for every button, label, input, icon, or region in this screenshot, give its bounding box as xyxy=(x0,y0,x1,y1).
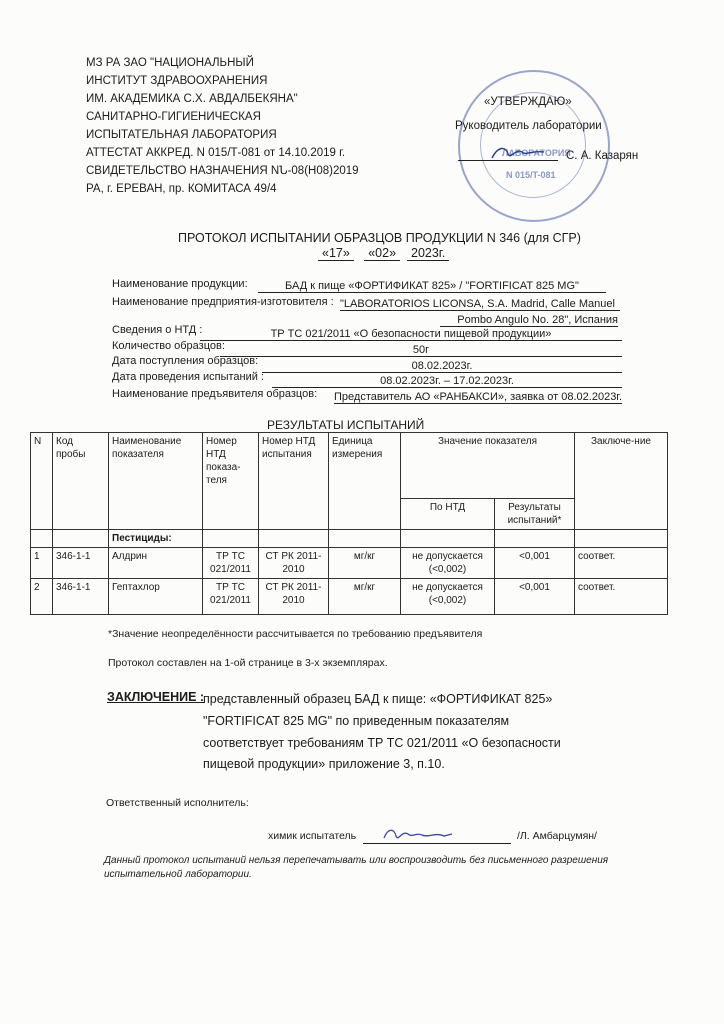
table-header-row xyxy=(31,433,668,499)
maker-value-line1: "LABORATORIOS LICONSA, S.A. Madrid, Calle Manuel xyxy=(340,298,620,311)
header-unit: Единица измерения xyxy=(329,433,401,530)
protocol-year: 2023г. xyxy=(407,246,449,261)
cell-ntd-indicator: ТР ТС 021/2011 xyxy=(203,548,259,579)
cell-conclusion: соответ. xyxy=(575,579,668,615)
stamp-number: N 015/T-081 xyxy=(506,170,556,180)
signer-name: /Л. Амбарцумян/ xyxy=(517,830,597,842)
cell-n: 1 xyxy=(31,548,53,579)
group-label: Пестициды: xyxy=(109,530,203,548)
applicant-label: Наименование предъявителя образцов: xyxy=(112,388,318,400)
cell-ntd-indicator: ТР ТС 021/2011 xyxy=(203,579,259,615)
qty-label: Количество образцов: xyxy=(112,340,225,352)
cell-name: Алдрин xyxy=(109,548,203,579)
institution-line: МЗ РА ЗАО "НАЦИОНАЛЬНЫЙ xyxy=(86,57,254,69)
ntd-label: Сведения о НТД : xyxy=(112,324,203,336)
header-conclusion: Заключе-ние xyxy=(575,433,668,530)
cell-ntd-test: СТ РК 2011-2010 xyxy=(259,548,329,579)
stamp-word: ЛАБОРАТОРИЯ xyxy=(502,148,571,158)
conclusion-line2: "FORTIFICAT 825 MG" по приведенным показателям xyxy=(203,714,510,728)
qty-value: 50г xyxy=(220,344,622,357)
cell-by-ntd: не допускается (<0,002) xyxy=(401,579,495,615)
header-value: Значение показателя xyxy=(401,433,575,499)
header-n: N xyxy=(31,433,53,530)
ntd-value: ТР ТС 021/2011 «О безопасности пищевой продукции» xyxy=(200,328,622,341)
protocol-title: ПРОТОКОЛ ИСПЫТАНИИ ОБРАЗЦОВ ПРОДУКЦИИ N 346 (для СГР) xyxy=(178,231,581,245)
institution-header xyxy=(86,54,359,198)
institution-line: ИНСТИТУТ ЗДРАВООХРАНЕНИЯ xyxy=(86,75,268,87)
table-row xyxy=(31,548,668,579)
disclaimer-line1: Данный протокол испытаний нельзя перепечатывать или воспроизводить без письменного разрешения xyxy=(104,855,609,866)
uncertainty-note: *Значение неопределённости рассчитывается по требованию предъявителя xyxy=(108,628,483,640)
conclusion-label: ЗАКЛЮЧЕНИЕ : xyxy=(107,690,205,704)
product-value: БАД к пище «ФОРТИФИКАТ 825» / "FORTIFICAT 825 MG" xyxy=(258,280,606,293)
results-heading: РЕЗУЛЬТАТЫ ИСПЫТАНИЙ xyxy=(267,418,425,432)
cell-unit: мг/кг xyxy=(329,579,401,615)
institution-line: АТТЕСТАТ АККРЕД. N 015/Т-081 от 14.10.2019 г. xyxy=(86,147,346,159)
header-ntd-test: Номер НТД испытания xyxy=(259,433,329,530)
approval-signature xyxy=(488,140,548,164)
cell-code: 346-1-1 xyxy=(53,548,109,579)
received-label: Дата поступления образцов: xyxy=(112,355,259,367)
protocol-date xyxy=(318,246,449,261)
maker-value-line2: Pombo Angulo No. 28", Испания xyxy=(440,314,618,327)
disclaimer-line2: испытательной лаборатории. xyxy=(104,869,252,880)
institution-line: ИСПЫТАТЕЛЬНАЯ ЛАБОРАТОРИЯ xyxy=(86,129,277,141)
approval-role: Руководитель лаборатории xyxy=(455,120,602,132)
received-value: 08.02.2023г. xyxy=(262,360,622,373)
header-ntd-indicator: Номер НТД показа-теля xyxy=(203,433,259,530)
cell-ntd-test: СТ РК 2011-2010 xyxy=(259,579,329,615)
institution-line: РА, г. ЕРЕВАН, пр. КОМИТАСА 49/4 xyxy=(86,183,277,195)
table-row xyxy=(31,579,668,615)
cell-unit: мг/кг xyxy=(329,548,401,579)
signer-signature xyxy=(380,824,460,846)
copies-note: Протокол составлен на 1-ой странице в 3-х экземплярах. xyxy=(108,657,388,669)
header-code: Код пробы xyxy=(53,433,109,530)
protocol-day: «17» xyxy=(318,246,354,261)
signer-role: химик испытатель xyxy=(268,830,357,842)
institution-line: САНИТАРНО-ГИГИЕНИЧЕСКАЯ xyxy=(86,111,261,123)
institution-line: СВИДЕТЕЛЬСТВО НАЗНАЧЕНИЯ NՆ-08(Н08)2019 xyxy=(86,165,359,177)
cell-conclusion: соответ. xyxy=(575,548,668,579)
applicant-value: Представитель АО «РАНБАКСИ», заявка от 08.02.2023г. xyxy=(334,391,623,403)
conclusion-line3: соответствует требованиям ТР ТС 021/2011 «О безопасности xyxy=(203,736,561,750)
cell-name: Гептахлор xyxy=(109,579,203,615)
header-result: Результаты испытаний* xyxy=(495,499,575,530)
product-label: Наименование продукции: xyxy=(112,278,248,290)
cell-n: 2 xyxy=(31,579,53,615)
protocol-month: «02» xyxy=(364,246,400,261)
header-by-ntd: По НТД xyxy=(401,499,495,530)
header-name: Наименование показателя xyxy=(109,433,203,530)
tested-value: 08.02.2023г. – 17.02.2023г. xyxy=(272,375,622,388)
approval-label: «УТВЕРЖДАЮ» xyxy=(484,96,572,108)
responsible-label: Ответственный исполнитель: xyxy=(106,797,249,809)
institution-line: ИМ. АКАДЕМИКА С.Х. АВДАЛБЕКЯНА" xyxy=(86,93,298,105)
conclusion-line4: пищевой продукции» приложение 3, п.10. xyxy=(203,757,445,771)
cell-by-ntd: не допускается (<0,002) xyxy=(401,548,495,579)
cell-code: 346-1-1 xyxy=(53,579,109,615)
results-table xyxy=(30,432,668,615)
table-group-row xyxy=(31,530,668,548)
tested-label: Дата проведения испытаний : xyxy=(112,371,264,383)
approval-name: С. А. Казарян xyxy=(566,150,639,162)
cell-result: <0,001 xyxy=(495,579,575,615)
maker-label: Наименование предприятия-изготовителя : xyxy=(112,296,334,308)
conclusion-line1: представленный образец БАД к пище: «ФОРТИФИКАТ 825» xyxy=(203,692,553,706)
cell-result: <0,001 xyxy=(495,548,575,579)
